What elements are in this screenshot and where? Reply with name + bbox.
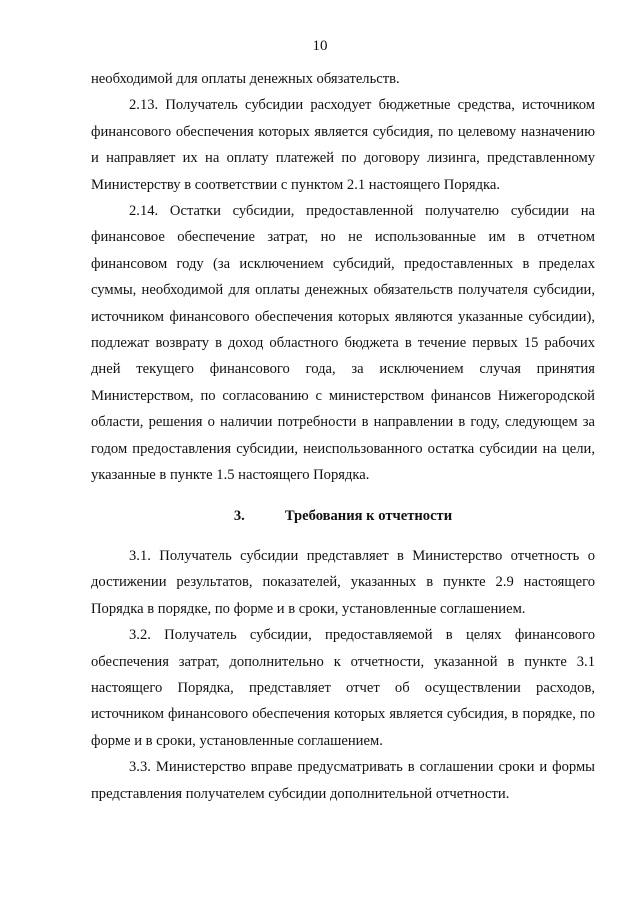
paragraph-2-13: 2.13. Получатель субсидии расходует бюджетные средства, источником финансового обеспечения которых является субсидия, по целевому назначению и направляет их на оплату платежей по договору лизинга, представленному Министерству в соответствии с пунктом 2.1 настоящего Порядка. — [91, 97, 595, 193]
paragraph-continuation: необходимой для оплаты денежных обязательств. — [91, 71, 400, 87]
paragraph-3-2: 3.2. Получатель субсидии, предоставляемой в целях финансового обеспечения затрат, дополнительно к отчетности, указанной в пункте 3.1 настоящего Порядка, представляет отчет об осуществлении расходов, источником финансового обеспечения которых является субсидия, в порядке, по форме и в сроки, установленные соглашением. — [91, 627, 595, 749]
section-title: Требования к отчетности — [284, 507, 453, 524]
document-body — [91, 66, 595, 807]
paragraph-3-3: 3.3. Министерство вправе предусматривать в соглашении сроки и формы представления получателем субсидии дополнительной отчетности. — [91, 759, 595, 802]
paragraph-2-14: 2.14. Остатки субсидии, предоставленной получателю субсидии на финансовое обеспечение затрат, но не использованные им в отчетном финансовом году (за исключением субсидий, предоставленных в пределах суммы, необходимой для оплаты денежных обязательств получателя субсидии, источником финансового обеспечения которых являются указанные субсидии), подлежат возврату в доход областного бюджета в течение первых 15 рабочих дней текущего финансового года, за исключением случая принятия Министерством, по согласованию с министерством финансов Нижегородской области, решения о наличии потребности в направлении в году, следующем за годом предоставления субсидии, неиспользованного остатка субсидии на цели, указанные в пункте 1.5 настоящего Порядка. — [91, 203, 595, 484]
paragraph-3-1: 3.1. Получатель субсидии представляет в Министерство отчетность о достижении результатов, показателей, указанных в пункте 2.9 настоящего Порядка в порядке, по форме и в сроки, установленные соглашением. — [91, 547, 595, 617]
section-heading — [91, 503, 595, 529]
section-number: 3. — [233, 507, 245, 524]
page-number: 10 — [312, 38, 328, 54]
